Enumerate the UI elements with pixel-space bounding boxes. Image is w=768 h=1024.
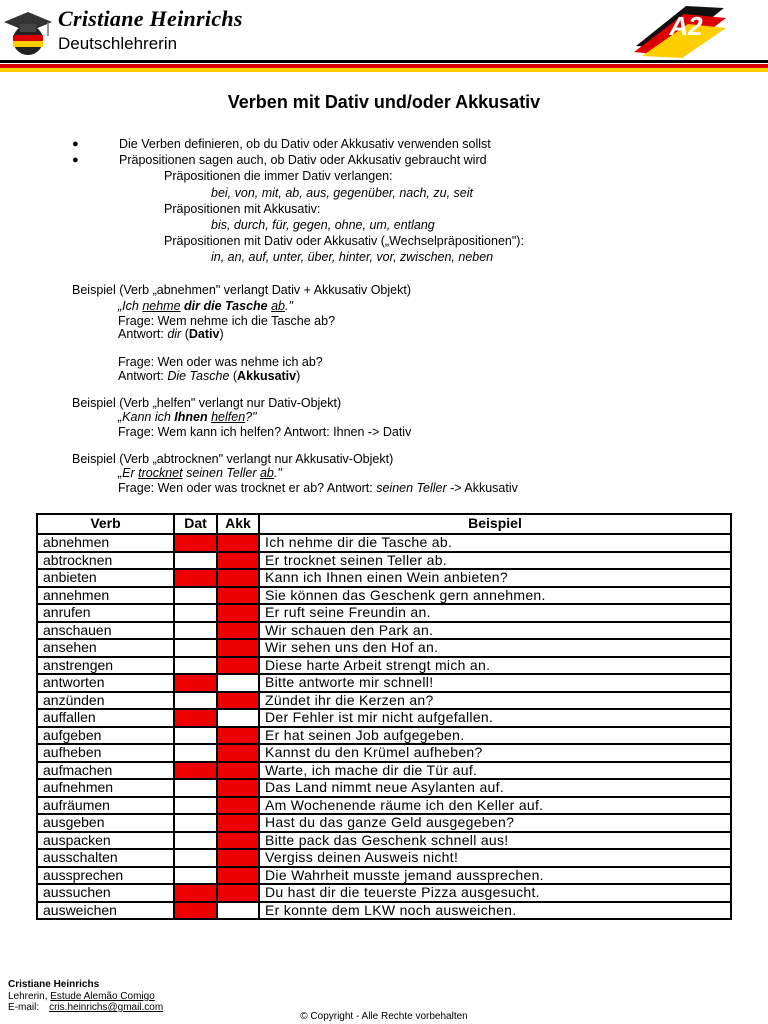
table-row: [37, 639, 731, 657]
verb-cell: auffallen: [37, 709, 174, 727]
table-row: [37, 657, 731, 675]
example-cell: Er hat seinen Job aufgegeben.: [259, 727, 731, 745]
example2-open: „Kann ich: [118, 410, 175, 424]
example1-objects: dir die Tasche: [184, 299, 268, 313]
example3-sentence: [118, 465, 282, 481]
example1-sentence: [118, 298, 293, 314]
answer-close: ): [219, 327, 224, 341]
example2-verb: helfen: [211, 410, 246, 424]
example1-answer1: [118, 326, 224, 342]
dativ-prep-list: bei, von, mit, ab, aus, gegenüber, nach, zu, seit: [211, 186, 473, 200]
akk-marker: [217, 727, 259, 745]
footer-role-prefix: Lehrerin,: [8, 991, 51, 1002]
answer-case: Akkusativ: [237, 369, 297, 383]
akk-marker: [217, 552, 259, 570]
verb-cell: aussprechen: [37, 867, 174, 885]
example-cell: Warte, ich mache dir die Tür auf.: [259, 762, 731, 780]
example1-answer2: [118, 368, 300, 384]
verb-cell: abtrocknen: [37, 552, 174, 570]
example3-close: .": [273, 466, 282, 480]
example-cell: Der Fehler ist mir nicht aufgefallen.: [259, 709, 731, 727]
table-row: [37, 727, 731, 745]
verb-cell: annehmen: [37, 587, 174, 605]
level-badge-icon: [628, 2, 728, 58]
akk-marker: [217, 534, 259, 552]
akk-marker: [217, 797, 259, 815]
table-row: [37, 569, 731, 587]
header-verb: Verb: [37, 514, 174, 534]
level-badge-text: A2: [669, 11, 703, 41]
verb-cell: aufräumen: [37, 797, 174, 815]
example-cell: Sie können das Geschenk gern annehmen.: [259, 587, 731, 605]
example1-verb: nehme: [142, 299, 181, 313]
akk-marker: [217, 622, 259, 640]
dat-marker: [174, 884, 217, 902]
dat-marker: [174, 779, 217, 797]
table-row: [37, 604, 731, 622]
example1-intro: Beispiel (Verb „abnehmen" verlangt Dativ + Akkusativ Objekt): [72, 283, 411, 297]
dat-marker: [174, 692, 217, 710]
answer-open: (: [229, 369, 238, 383]
author-role: Deutschlehrerin: [58, 34, 178, 53]
example3-object: seinen Teller: [182, 466, 260, 480]
header-akk: Akk: [217, 514, 259, 534]
example-cell: Ich nehme dir die Tasche ab.: [259, 534, 731, 552]
bullet-dot: ●: [72, 154, 79, 166]
akk-marker: [217, 849, 259, 867]
example-cell: Am Wochenende räume ich den Keller auf.: [259, 797, 731, 815]
akk-marker: [217, 814, 259, 832]
example-cell: Er konnte dem LKW noch ausweichen.: [259, 902, 731, 920]
verb-cell: aufmachen: [37, 762, 174, 780]
akk-marker: [217, 884, 259, 902]
table-row: [37, 534, 731, 552]
verb-cell: anstrengen: [37, 657, 174, 675]
copyright: © Copyright - Alle Rechte vorbehalten: [300, 1011, 468, 1022]
table-row: [37, 849, 731, 867]
example-cell: Die Wahrheit musste jemand aussprechen.: [259, 867, 731, 885]
table-row: [37, 902, 731, 920]
akk-marker: [217, 902, 259, 920]
table-header-row: [37, 514, 731, 534]
verb-cell: ausgeben: [37, 814, 174, 832]
verb-cell: aufnehmen: [37, 779, 174, 797]
example1-question1: Frage: Wem nehme ich die Tasche ab?: [118, 314, 336, 328]
akk-marker: [217, 744, 259, 762]
akk-marker: [217, 832, 259, 850]
table-row: [37, 797, 731, 815]
table-row: [37, 552, 731, 570]
header-example: Beispiel: [259, 514, 731, 534]
dat-marker: [174, 657, 217, 675]
dat-marker: [174, 674, 217, 692]
dat-marker: [174, 832, 217, 850]
table-row: [37, 744, 731, 762]
graduation-cap-logo-icon: [2, 6, 54, 58]
table-row: [37, 587, 731, 605]
qa-case: -> Akkusativ: [446, 481, 518, 495]
bullet-dot: ●: [72, 138, 79, 150]
example-cell: Zündet ihr die Kerzen an?: [259, 692, 731, 710]
verb-cell: ansehen: [37, 639, 174, 657]
bullet-text-1: Die Verben definieren, ob du Dativ oder Akkusativ verwenden sollst: [119, 137, 491, 151]
footer-school-link[interactable]: Estude Alemão Comigo: [50, 991, 155, 1002]
example2-sentence: [118, 409, 257, 425]
table-row: [37, 814, 731, 832]
example1-open: „Ich: [118, 299, 143, 313]
table-row: [37, 884, 731, 902]
akk-prep-label: Präpositionen mit Akkusativ:: [164, 202, 321, 216]
table-row: [37, 779, 731, 797]
akk-marker: [217, 604, 259, 622]
answer-close: ): [296, 369, 301, 383]
table-row: [37, 762, 731, 780]
example3-qa: [118, 480, 518, 496]
bullet-text-2: Präpositionen sagen auch, ob Dativ oder Akkusativ gebraucht wird: [119, 153, 487, 167]
example-cell: Das Land nimmt neue Asylanten auf.: [259, 779, 731, 797]
dat-marker: [174, 622, 217, 640]
dat-marker: [174, 814, 217, 832]
answer-prefix: Antwort:: [118, 327, 168, 341]
akk-marker: [217, 587, 259, 605]
example3-particle: ab: [259, 466, 274, 480]
qa-prefix: Frage: Wen oder was trocknet er ab? Antwort:: [118, 481, 377, 495]
dat-marker: [174, 902, 217, 920]
example2-close: ?": [245, 410, 257, 424]
dat-marker: [174, 727, 217, 745]
table-row: [37, 674, 731, 692]
akk-marker: [217, 762, 259, 780]
verb-cell: ausschalten: [37, 849, 174, 867]
verb-cell: aufgeben: [37, 727, 174, 745]
example2-intro: Beispiel (Verb „helfen" verlangt nur Dativ-Objekt): [72, 396, 342, 410]
table-body: [37, 534, 731, 919]
dat-marker: [174, 867, 217, 885]
verb-cell: ausweichen: [37, 902, 174, 920]
dat-marker: [174, 534, 217, 552]
page-title: Verben mit Dativ und/oder Akkusativ: [227, 92, 541, 112]
footer-email-label: E-mail:: [8, 1002, 40, 1013]
dat-marker: [174, 744, 217, 762]
verb-cell: aufheben: [37, 744, 174, 762]
verb-cell: anschauen: [37, 622, 174, 640]
table-row: [37, 622, 731, 640]
verb-cell: anrufen: [37, 604, 174, 622]
verb-cell: anzünden: [37, 692, 174, 710]
wechsel-prep-list: in, an, auf, unter, über, hinter, vor, zwischen, neben: [211, 250, 494, 264]
footer-author-name: Cristiane Heinrichs: [8, 979, 100, 990]
dat-marker: [174, 587, 217, 605]
dat-marker: [174, 569, 217, 587]
akk-marker: [217, 867, 259, 885]
example1-close: .": [285, 299, 293, 313]
example-cell: Wir sehen uns den Hof an.: [259, 639, 731, 657]
akk-marker: [217, 674, 259, 692]
dat-marker: [174, 762, 217, 780]
dat-marker: [174, 639, 217, 657]
akk-marker: [217, 692, 259, 710]
verb-cell: anbieten: [37, 569, 174, 587]
answer-prefix: Antwort:: [118, 369, 168, 383]
verb-cell: auspacken: [37, 832, 174, 850]
dativ-prep-label: Präpositionen die immer Dativ verlangen:: [164, 169, 393, 183]
example-cell: Du hast dir die teuerste Pizza ausgesucht.: [259, 884, 731, 902]
table-row: [37, 832, 731, 850]
footer-role: [8, 991, 155, 1002]
answer-case: Dativ: [188, 327, 220, 341]
dat-marker: [174, 604, 217, 622]
answer-open: (: [181, 327, 189, 341]
header-dat: Dat: [174, 514, 217, 534]
example-cell: Wir schauen den Park an.: [259, 622, 731, 640]
akk-marker: [217, 779, 259, 797]
example-cell: Diese harte Arbeit strengt mich an.: [259, 657, 731, 675]
example3-verb: trocknet: [138, 466, 183, 480]
qa-answer: seinen Teller: [376, 481, 447, 495]
verb-cell: abnehmen: [37, 534, 174, 552]
author-name: Cristiane Heinrichs: [58, 6, 243, 31]
akk-marker: [217, 657, 259, 675]
verb-cell: antworten: [37, 674, 174, 692]
example-cell: Er trocknet seinen Teller ab.: [259, 552, 731, 570]
example-cell: Bitte antworte mir schnell!: [259, 674, 731, 692]
table-row: [37, 867, 731, 885]
dat-marker: [174, 709, 217, 727]
example-cell: Kann ich Ihnen einen Wein anbieten?: [259, 569, 731, 587]
example3-intro: Beispiel (Verb „abtrocknen" verlangt nur Akkusativ-Objekt): [72, 452, 394, 466]
dat-marker: [174, 552, 217, 570]
example2-qa: Frage: Wem kann ich helfen? Antwort: Ihnen -> Dativ: [118, 425, 412, 439]
flag-stripe-black: [0, 60, 768, 63]
akk-marker: [217, 709, 259, 727]
answer-value: dir: [167, 327, 182, 341]
footer-email-link[interactable]: cris.heinrichs@gmail.com: [49, 1002, 164, 1013]
wechsel-prep-label: Präpositionen mit Dativ oder Akkusativ („Wechselpräpositionen"):: [164, 234, 524, 248]
flag-stripe-gold: [0, 68, 768, 72]
answer-value: Die Tasche: [167, 369, 230, 383]
example-cell: Kannst du den Krümel aufheben?: [259, 744, 731, 762]
example-cell: Bitte pack das Geschenk schnell aus!: [259, 832, 731, 850]
example-cell: Vergiss deinen Ausweis nicht!: [259, 849, 731, 867]
akk-prep-list: bis, durch, für, gegen, ohne, um, entlang: [211, 218, 435, 232]
example2-object: Ihnen: [174, 410, 208, 424]
verb-cell: aussuchen: [37, 884, 174, 902]
example3-open: „Er: [118, 466, 139, 480]
example1-particle: ab: [271, 299, 286, 313]
table-row: [37, 692, 731, 710]
verb-table: [36, 513, 732, 920]
dat-marker: [174, 849, 217, 867]
akk-marker: [217, 569, 259, 587]
table-row: [37, 709, 731, 727]
example-cell: Hast du das ganze Geld ausgegeben?: [259, 814, 731, 832]
example-cell: Er ruft seine Freundin an.: [259, 604, 731, 622]
akk-marker: [217, 639, 259, 657]
dat-marker: [174, 797, 217, 815]
example1-question2: Frage: Wen oder was nehme ich ab?: [118, 355, 323, 369]
